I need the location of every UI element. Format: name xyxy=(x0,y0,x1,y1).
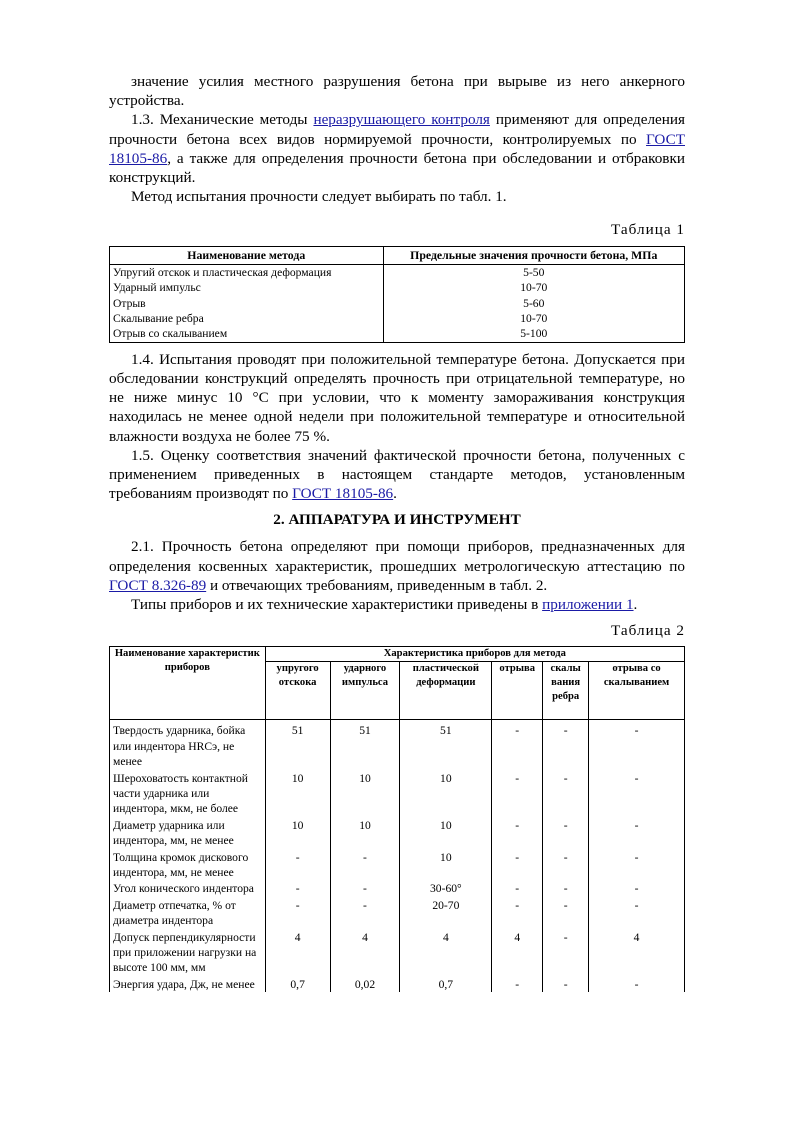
value-cell: 30-60° xyxy=(400,880,492,896)
value-cell: 10 xyxy=(330,770,400,817)
text: 1.5. Оценку соответствия значений фактической прочности бетона, полученных с применением приведенных в настоящем стандарте методов, установленным требованиям производят по xyxy=(109,446,685,503)
value-cell: 4 xyxy=(400,929,492,976)
value-cell: 4 xyxy=(492,929,543,976)
table1-header-row xyxy=(110,247,685,264)
characteristic-name: Энергия удара, Дж, не менее xyxy=(110,976,266,992)
value-cell: 4 xyxy=(265,929,330,976)
text: 1.3. Механические методы xyxy=(131,111,314,129)
column-plastic-deformation: пластической деформации xyxy=(400,662,492,720)
value-cell: - xyxy=(543,720,589,770)
value-cell: - xyxy=(330,849,400,881)
column-pull-off-with-shearing: отрыва со скалыванием xyxy=(589,662,685,720)
characteristic-name: Диаметр отпечатка, % от диаметра индентора xyxy=(110,897,266,929)
value-cell: 10 xyxy=(265,817,330,849)
text: Типы приборов и их технические характеристики приведены в xyxy=(131,596,543,614)
value-cell: - xyxy=(543,849,589,881)
value-cell: 0,02 xyxy=(330,976,400,992)
value-cell: - xyxy=(492,817,543,849)
value-cell: - xyxy=(330,897,400,929)
text: . xyxy=(633,596,638,614)
value-cell: - xyxy=(265,849,330,881)
table-row xyxy=(110,929,685,976)
text: . xyxy=(393,485,397,503)
limit-value: 10-70 xyxy=(383,311,684,326)
value-cell: - xyxy=(589,897,685,929)
limit-value: 5-50 xyxy=(383,264,684,280)
method-name: Скалывание ребра xyxy=(110,311,384,326)
value-cell: - xyxy=(589,976,685,992)
text: 2.1. Прочность бетона определяют при помощи приборов, предназначенных для определения косвенных характеристик, прошедших метрологическую аттестацию по xyxy=(109,538,685,575)
table-row xyxy=(110,770,685,817)
value-cell: - xyxy=(589,849,685,881)
value-cell: 4 xyxy=(330,929,400,976)
link-gost-18105-86-b[interactable]: ГОСТ 18105-86 xyxy=(292,485,394,503)
method-name: Отрыв со скалыванием xyxy=(110,326,384,342)
link-gost-8-326-89[interactable]: ГОСТ 8.326-89 xyxy=(109,576,207,594)
characteristic-name: Диаметр ударника или индентора, мм, не менее xyxy=(110,817,266,849)
table-row xyxy=(110,280,685,295)
limit-value: 5-60 xyxy=(383,296,684,311)
value-cell: - xyxy=(543,817,589,849)
table-row xyxy=(110,264,685,280)
section-2-heading: 2. АППАРАТУРА И ИНСТРУМЕНТ xyxy=(273,511,521,529)
table2-header-group: Характеристика приборов для метода xyxy=(265,647,684,662)
table-row xyxy=(110,897,685,929)
column-elastic-rebound: упругого отскока xyxy=(265,662,330,720)
characteristic-name: Шероховатость контактной части ударника или индентора, мкм, не более xyxy=(110,770,266,817)
paragraph-method-choice: Метод испытания прочности следует выбирать по табл. 1. xyxy=(131,188,507,206)
value-cell: 4 xyxy=(589,929,685,976)
value-cell: - xyxy=(589,880,685,896)
table2-header-row-1 xyxy=(110,647,685,662)
value-cell: - xyxy=(265,880,330,896)
value-cell: - xyxy=(589,770,685,817)
value-cell: - xyxy=(589,720,685,770)
characteristic-name: Толщина кромок дискового индентора, мм, не менее xyxy=(110,849,266,881)
method-name: Отрыв xyxy=(110,296,384,311)
table-2-device-characteristics xyxy=(109,646,685,992)
value-cell: - xyxy=(492,849,543,881)
link-nondestructive-control[interactable]: неразрушающего контроля xyxy=(313,111,490,129)
value-cell: 10 xyxy=(400,817,492,849)
characteristic-name: Допуск перпендикулярности при приложении нагрузки на высоте 100 мм, мм xyxy=(110,929,266,976)
table-row xyxy=(110,296,685,311)
link-appendix-1[interactable]: приложении 1 xyxy=(542,596,634,614)
table-row xyxy=(110,720,685,770)
value-cell: - xyxy=(492,976,543,992)
table2-header-name: Наименование характеристик приборов xyxy=(110,647,266,720)
table1-caption: Таблица 1 xyxy=(611,221,685,239)
value-cell: - xyxy=(543,976,589,992)
value-cell: 10 xyxy=(400,770,492,817)
value-cell: - xyxy=(492,720,543,770)
value-cell: 10 xyxy=(400,849,492,881)
column-edge-shearing: скалы вания ребра xyxy=(543,662,589,720)
characteristic-name: Угол конического индентора xyxy=(110,880,266,896)
table1-header-limits: Предельные значения прочности бетона, МПа xyxy=(383,247,684,264)
value-cell: - xyxy=(589,817,685,849)
value-cell: 0,7 xyxy=(400,976,492,992)
value-cell: 51 xyxy=(265,720,330,770)
paragraph-device-types xyxy=(109,595,685,614)
table-row xyxy=(110,976,685,992)
method-name: Упругий отскок и пластическая деформация xyxy=(110,264,384,280)
paragraph-1-4: 1.4. Испытания проводят при положительной температуре бетона. Допускается при обследовании конструкций определять прочность при отрицательной температуре, но не ниже минус 10 °С при условии, что к моменту замораживания конструкция находилась не менее одной недели при положительной температуре и относительной влажности воздуха не более 75 %. xyxy=(109,350,685,445)
document-page xyxy=(109,72,685,992)
text: и отвечающих требованиям, приведенным в табл. 2. xyxy=(206,576,548,594)
column-impact-pulse: ударного импульса xyxy=(330,662,400,720)
paragraph-continuation: значение усилия местного разрушения бетона при вырыве из него анкерного устройства. xyxy=(109,73,685,110)
method-name: Ударный импульс xyxy=(110,280,384,295)
table2-caption: Таблица 2 xyxy=(611,622,685,640)
limit-value: 5-100 xyxy=(383,326,684,342)
value-cell: - xyxy=(543,880,589,896)
value-cell: - xyxy=(330,880,400,896)
value-cell: 10 xyxy=(330,817,400,849)
value-cell: - xyxy=(543,770,589,817)
table-row xyxy=(110,880,685,896)
value-cell: - xyxy=(265,897,330,929)
link-gost-18105-86[interactable]: ГОСТ 18105-86 xyxy=(109,130,685,167)
column-pull-off: отрыва xyxy=(492,662,543,720)
value-cell: 51 xyxy=(400,720,492,770)
value-cell: - xyxy=(492,897,543,929)
value-cell: 20-70 xyxy=(400,897,492,929)
table-row xyxy=(110,311,685,326)
paragraph-1-5 xyxy=(109,446,685,504)
table-row xyxy=(110,849,685,881)
text: применяют для определения прочности бетона всех видов нормируемой прочности, контролируемых по xyxy=(109,111,686,148)
value-cell: 10 xyxy=(265,770,330,817)
characteristic-name: Твердость ударника, бойка или индентора HRCэ, не менее xyxy=(110,720,266,770)
limit-value: 10-70 xyxy=(383,280,684,295)
paragraph-2-1 xyxy=(109,537,685,595)
value-cell: 0,7 xyxy=(265,976,330,992)
value-cell: - xyxy=(543,929,589,976)
value-cell: - xyxy=(492,880,543,896)
value-cell: 51 xyxy=(330,720,400,770)
table-1-methods xyxy=(109,246,685,342)
value-cell: - xyxy=(492,770,543,817)
table1-header-method: Наименование метода xyxy=(110,247,384,264)
text: , а также для определения прочности бетона при обследовании и отбраковки конструкций. xyxy=(109,149,685,187)
table-row xyxy=(110,817,685,849)
paragraph-1-3 xyxy=(109,110,685,187)
value-cell: - xyxy=(543,897,589,929)
table-row xyxy=(110,326,685,342)
